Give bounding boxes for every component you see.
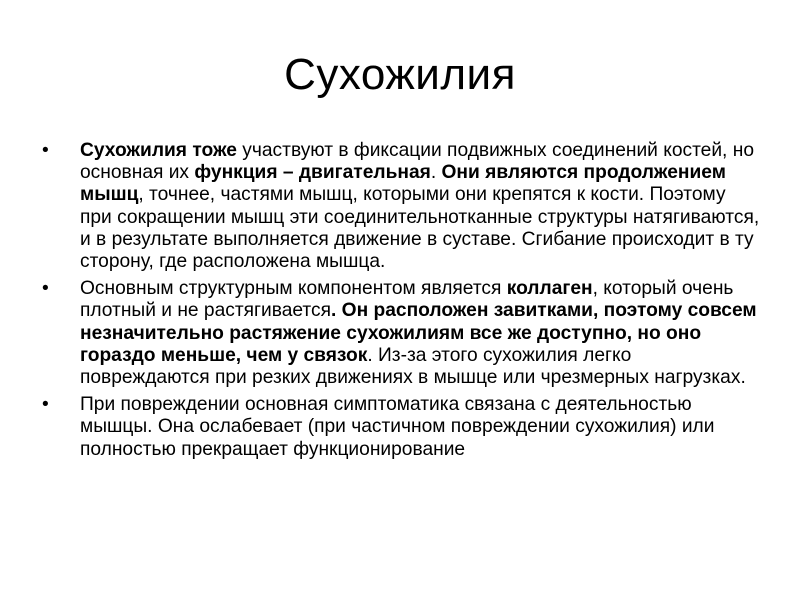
body-text: , точнее, частями мышц, которыми они крепятся к кости. Поэтому при сокращении мышц эти соединительнотканные структуры натягиваются, и в результате выполняется движение в суставе. Сгибание происходит в ту сторону, где расположена мышца. (80, 184, 760, 273)
bold-text: коллаген (506, 278, 593, 300)
bullet-icon: • (42, 140, 49, 161)
slide-title: Сухожилия (284, 50, 516, 99)
body-text: Основным структурным компонентом является (80, 278, 507, 300)
body-text: . Из-за этого сухожилия легко повреждаются при резких движениях в мышце или чрезмерных нагрузках. (80, 344, 746, 389)
body-text: При повреждении основная симптоматика связана с деятельностью мышцы. Она ослабевает (при частичном повреждении сухожилия) или полностью прекращает функционирование (80, 394, 715, 460)
bullet-item (42, 394, 760, 461)
bold-text: Сухожилия тоже (80, 140, 237, 161)
bullet-item (42, 278, 760, 389)
bullet-list (42, 140, 760, 466)
bold-text: функция – двигательная (194, 162, 431, 184)
bullet-item (42, 140, 760, 273)
bullet-icon: • (42, 394, 49, 416)
body-text: , который очень плотный и не растягивается (80, 278, 734, 322)
bold-text: Они являются продолжением мышц (80, 162, 726, 206)
bold-text: . Он расположен завитками, поэтому совсем незначительно растяжение сухожилиям все же доступно, но оно гораздо меньше, чем у связок (80, 300, 757, 366)
body-text: участвуют в фиксации подвижных соединений костей, но основная их (80, 140, 754, 184)
body-text: . (430, 162, 442, 184)
bullet-icon: • (42, 278, 49, 300)
